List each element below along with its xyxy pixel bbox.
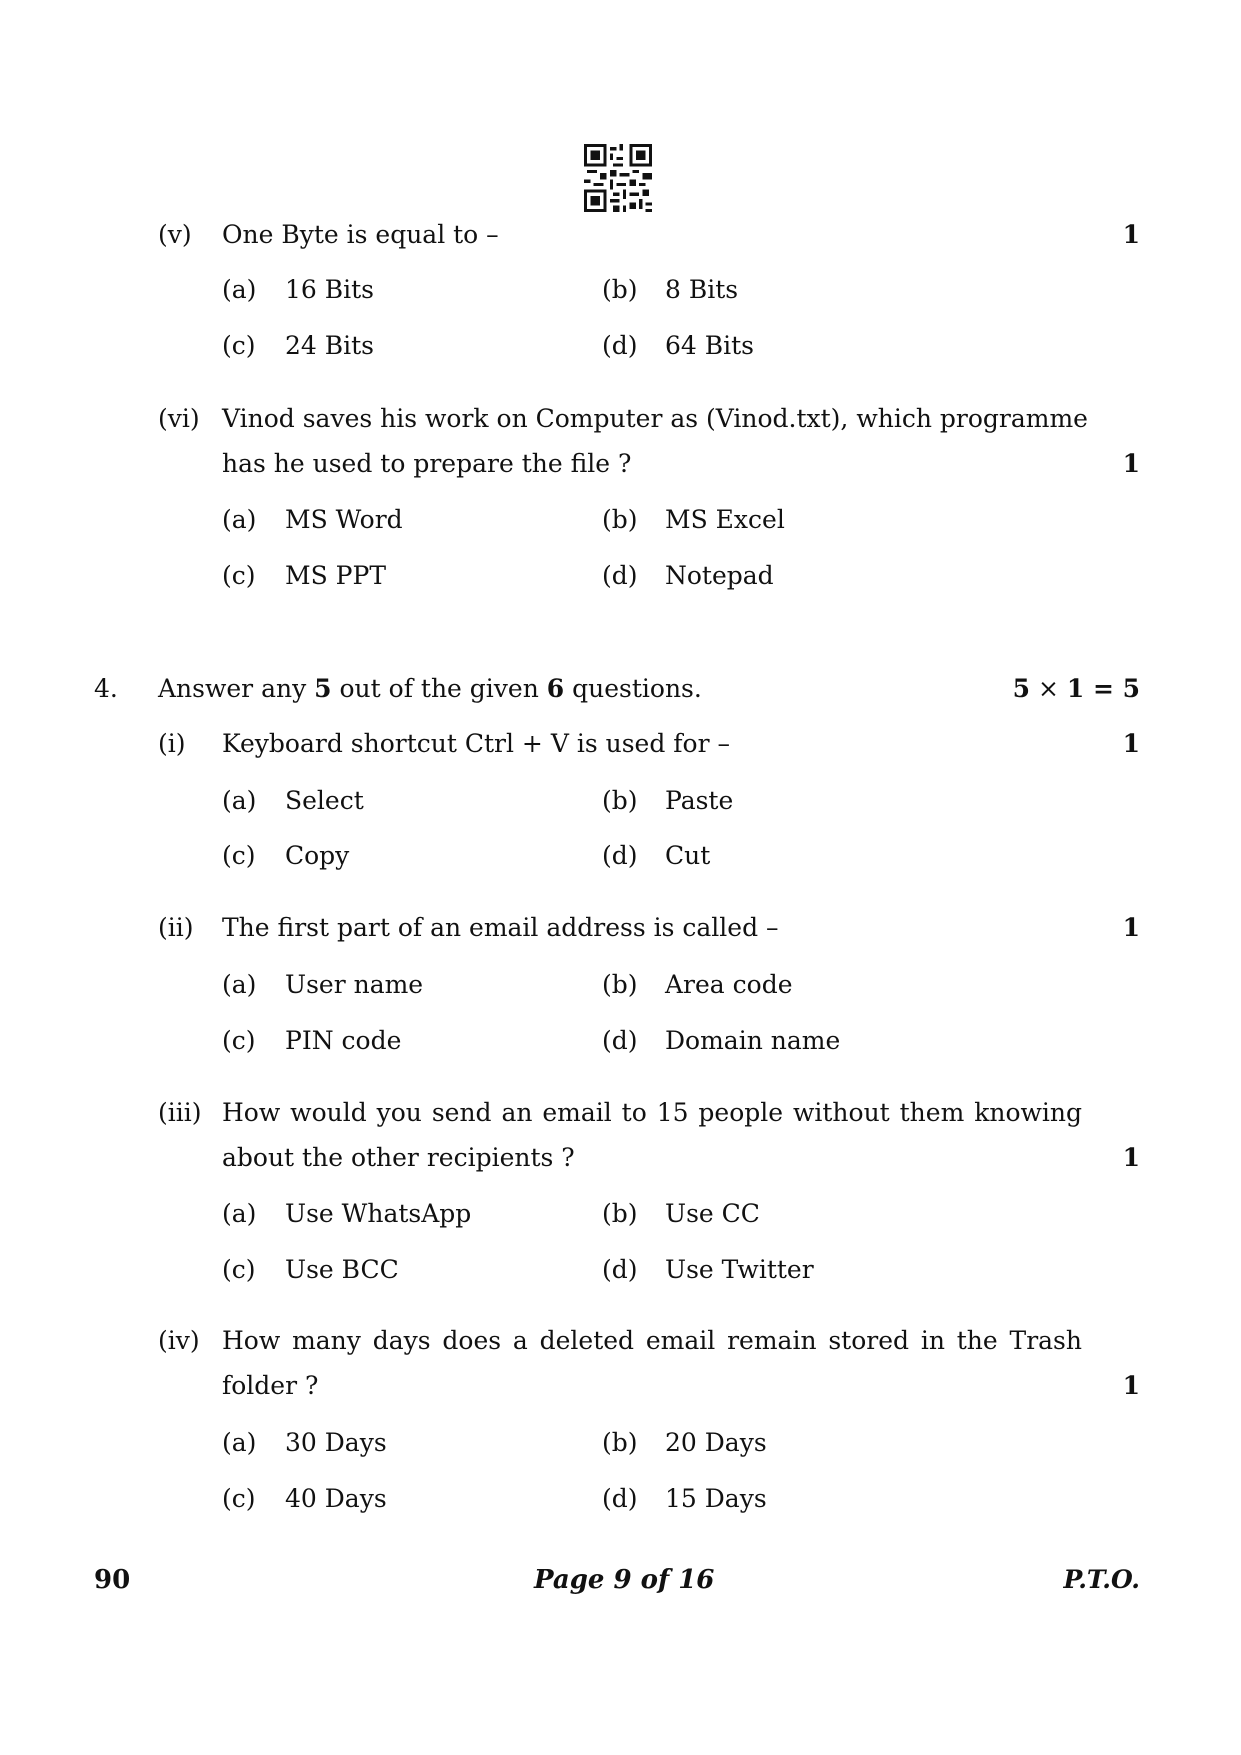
option-text: Notepad bbox=[665, 561, 774, 590]
option-text: 16 Bits bbox=[285, 275, 375, 304]
option-text: User name bbox=[285, 970, 424, 999]
question-mark: 1 bbox=[1122, 1143, 1140, 1172]
question-mark: 1 bbox=[1122, 913, 1140, 942]
option-text: MS Word bbox=[285, 505, 403, 534]
option-label: (b) bbox=[602, 1428, 638, 1457]
option-text: Use BCC bbox=[285, 1255, 399, 1284]
question-mark: 1 bbox=[1122, 449, 1140, 478]
option-text: 20 Days bbox=[665, 1428, 767, 1457]
question-text: How many days does a deleted email remain stored in the Trash bbox=[222, 1326, 1082, 1355]
question-text: Vinod saves his work on Computer as (Vinod.txt), which programme bbox=[222, 404, 1088, 433]
option-label: (a) bbox=[222, 505, 257, 534]
option-text: Area code bbox=[665, 970, 793, 999]
option-text: 8 Bits bbox=[665, 275, 739, 304]
option-label: (c) bbox=[222, 1484, 256, 1513]
option-label: (b) bbox=[602, 505, 638, 534]
option-label: (b) bbox=[602, 275, 638, 304]
question-mark: 1 bbox=[1122, 220, 1140, 249]
section-instruction: Answer any 5 out of the given 6 questions. bbox=[158, 674, 702, 703]
option-text: 30 Days bbox=[285, 1428, 387, 1457]
option-text: Use CC bbox=[665, 1199, 760, 1228]
question-text: The first part of an email address is called – bbox=[222, 913, 779, 942]
option-label: (c) bbox=[222, 841, 256, 870]
option-text: 64 Bits bbox=[665, 331, 755, 360]
option-text: Paste bbox=[665, 786, 734, 815]
option-text: PIN code bbox=[285, 1026, 402, 1055]
section-marks: 5 × 1 = 5 bbox=[1012, 674, 1140, 703]
option-text: 24 Bits bbox=[285, 331, 375, 360]
option-label: (d) bbox=[602, 1026, 638, 1055]
page-number: Page 9 of 16 bbox=[534, 1565, 715, 1595]
question-number: (i) bbox=[158, 729, 186, 758]
option-label: (a) bbox=[222, 1428, 257, 1457]
question-text: How would you send an email to 15 people without them knowing bbox=[222, 1098, 1082, 1127]
question-text: folder ? bbox=[222, 1371, 319, 1400]
option-label: (c) bbox=[222, 561, 256, 590]
question-mark: 1 bbox=[1122, 729, 1140, 758]
option-label: (d) bbox=[602, 331, 638, 360]
option-label: (a) bbox=[222, 1199, 257, 1228]
option-label: (d) bbox=[602, 1255, 638, 1284]
option-label: (c) bbox=[222, 331, 256, 360]
option-label: (d) bbox=[602, 1484, 638, 1513]
question-text: One Byte is equal to – bbox=[222, 220, 499, 249]
option-text: Use Twitter bbox=[665, 1255, 814, 1284]
paper-code: 90 bbox=[94, 1565, 131, 1595]
option-label: (a) bbox=[222, 275, 257, 304]
option-text: Select bbox=[285, 786, 364, 815]
option-text: Copy bbox=[285, 841, 350, 870]
question-mark: 1 bbox=[1122, 1371, 1140, 1400]
option-text: Cut bbox=[665, 841, 711, 870]
option-label: (a) bbox=[222, 786, 257, 815]
question-number: (ii) bbox=[158, 913, 194, 942]
option-label: (b) bbox=[602, 1199, 638, 1228]
option-label: (d) bbox=[602, 841, 638, 870]
question-text: Keyboard shortcut Ctrl + V is used for – bbox=[222, 729, 730, 758]
option-label: (a) bbox=[222, 970, 257, 999]
option-label: (b) bbox=[602, 786, 638, 815]
qr-code-icon bbox=[584, 144, 652, 212]
option-text: Use WhatsApp bbox=[285, 1199, 472, 1228]
pto-label: P.T.O. bbox=[1063, 1565, 1140, 1594]
question-number: (v) bbox=[158, 220, 192, 249]
question-text: about the other recipients ? bbox=[222, 1143, 575, 1172]
question-number: (vi) bbox=[158, 404, 200, 433]
question-number: (iii) bbox=[158, 1098, 202, 1127]
section-number: 4. bbox=[94, 674, 118, 703]
option-text: 15 Days bbox=[665, 1484, 767, 1513]
question-text: has he used to prepare the file ? bbox=[222, 449, 632, 478]
option-label: (d) bbox=[602, 561, 638, 590]
option-label: (c) bbox=[222, 1255, 256, 1284]
option-text: 40 Days bbox=[285, 1484, 387, 1513]
question-number: (iv) bbox=[158, 1326, 200, 1355]
option-label: (b) bbox=[602, 970, 638, 999]
option-label: (c) bbox=[222, 1026, 256, 1055]
option-text: MS PPT bbox=[285, 561, 386, 590]
option-text: MS Excel bbox=[665, 505, 785, 534]
option-text: Domain name bbox=[665, 1026, 841, 1055]
